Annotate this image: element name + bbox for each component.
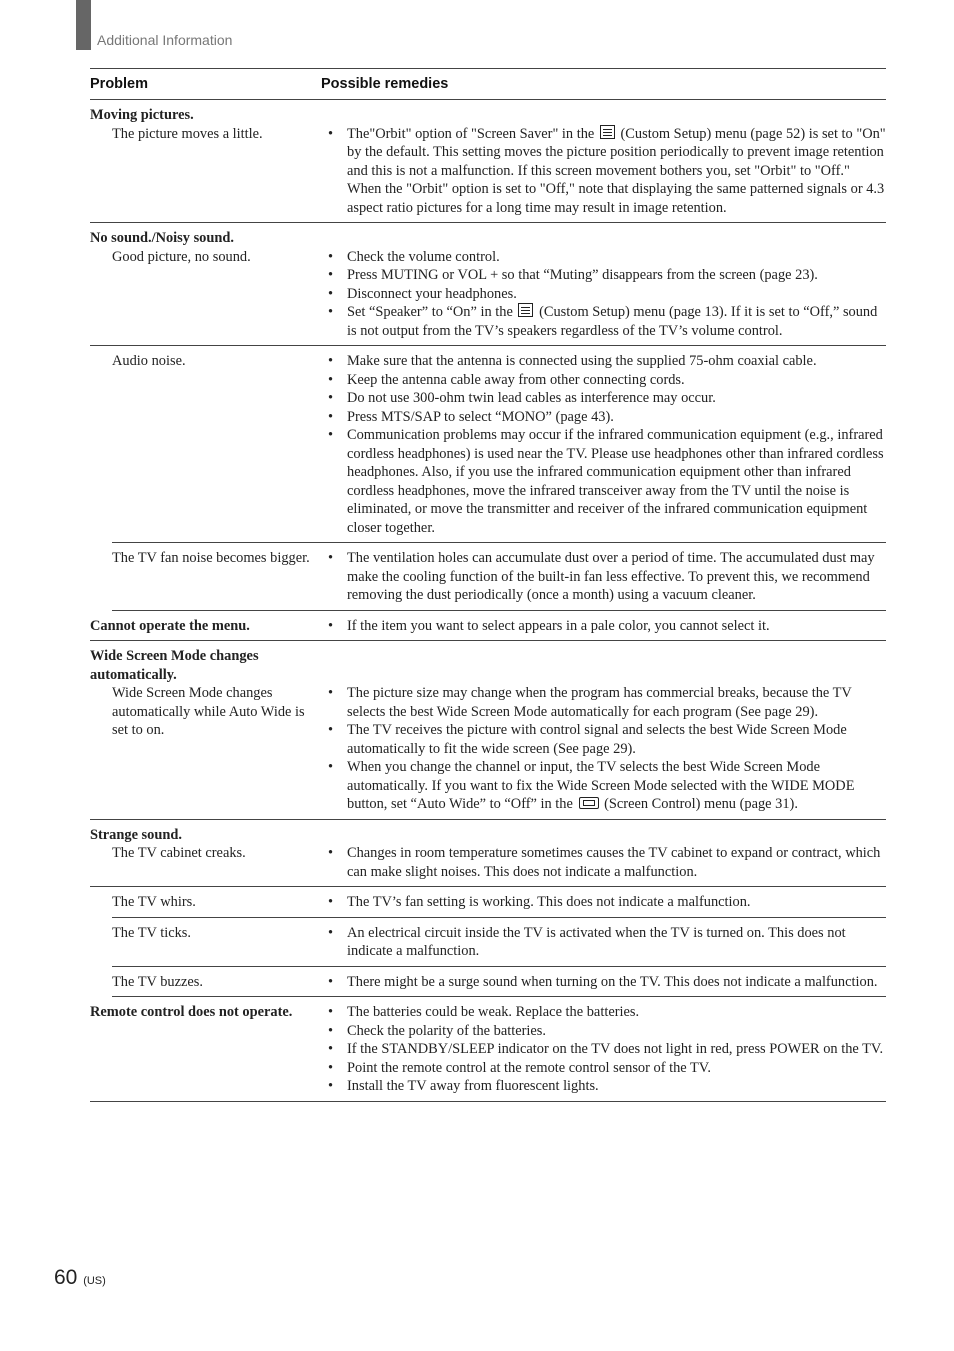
remedy-item: • Changes in room temperature sometimes causes the TV cabinet to expand or contract, which can make slight noises. This does not indicate a malfunction. <box>337 844 886 881</box>
table-row <box>112 918 886 967</box>
table-body <box>90 100 886 1102</box>
remedy-item: • If the item you want to select appears in a pale color, you cannot select it. <box>337 617 886 636</box>
remedy-item: • Point the remote control at the remote control sensor of the TV. <box>337 1059 886 1078</box>
page-number-value: 60 <box>54 1266 78 1289</box>
remedy-text: (Custom Setup) menu (page 13). If it is set to “Off,” sound is not output from the TV’s speakers regardless of the TV’s volume control. <box>347 304 878 339</box>
troubleshooting-table <box>90 68 886 1102</box>
remedies-cell <box>327 125 886 218</box>
problem-group-title: Wide Screen Mode changes automatically. <box>90 648 259 683</box>
remedies-cell <box>327 684 886 814</box>
remedy-item: • Communication problems may occur if the infrared communication equipment (e.g., infrared cordless headphones) is used near the TV. Please use headphones other than infrared cordless headphones. Also, if you use the infrared communication equipment other than infrared cordless headphones, move the infrared transceiver away from the TV until the noise is eliminated, or move the transmitter and receiver of the infrared communication equipment closer together. <box>337 426 886 537</box>
remedy-item: • Do not use 300-ohm twin lead cables as interference may occur. <box>337 389 886 408</box>
problem-group-title: No sound./Noisy sound. <box>90 230 234 246</box>
remedy-text: (Screen Control) menu (page 31). <box>604 796 798 812</box>
section-tab-marker <box>76 0 91 50</box>
remedy-text: When you change the channel or input, the TV selects the best Wide Screen Mode automatically. If you want to fix the Wide Screen Mode selected with the WIDE MODE button, set “Auto Wide” to “Off” in the <box>347 759 855 812</box>
remedies-cell <box>327 844 886 881</box>
page-number <box>54 1266 106 1290</box>
remedy-list <box>337 617 886 636</box>
remedy-item: • If the STANDBY/SLEEP indicator on the TV does not light in red, press POWER on the TV. <box>337 1040 886 1059</box>
remedies-cell <box>327 973 886 992</box>
column-header-remedies: Possible remedies <box>321 76 449 92</box>
problem-cell: The TV whirs. <box>112 894 196 910</box>
remedy-list <box>337 549 886 605</box>
table-row <box>90 684 886 820</box>
remedy-text: (Custom Setup) menu (page 52) is set to "On" by the default. This setting moves the picture position periodically to prevent image retention and this is not a malfunction. If this screen movement bothers you, set "Orbit" to "Off." When the "Orbit" option is set to "Off," note that displaying the same patterned signals or 4.3 aspect ratio pictures for a long time may result in image retention. <box>347 125 886 216</box>
remedies-cell <box>327 924 886 961</box>
remedy-item: • Make sure that the antenna is connected using the supplied 75-ohm coaxial cable. <box>337 352 886 371</box>
table-row <box>90 248 886 347</box>
remedy-item: • The batteries could be weak. Replace the batteries. <box>337 1003 886 1022</box>
remedy-list <box>337 352 886 537</box>
problem-group-title: Remote control does not operate. <box>90 1004 293 1020</box>
remedy-text: The"Orbit" option of "Screen Saver" in the <box>347 125 595 142</box>
problem-group-title: Moving pictures. <box>90 107 194 123</box>
section-header: Additional Information <box>97 32 233 48</box>
remedy-item: • The TV receives the picture with control signal and selects the best Wide Screen Mode automatically to fit the wide screen (See page 29). <box>337 721 886 758</box>
remedies-cell <box>327 352 886 537</box>
table-header <box>90 68 886 100</box>
remedy-item: • The picture size may change when the program has commercial breaks, because the TV selects the best Wide Screen Mode automatically for each program (See page 29). <box>337 684 886 721</box>
remedy-list <box>337 1003 886 1096</box>
remedy-list <box>337 125 886 218</box>
remedy-item: • Keep the antenna cable away from other connecting cords. <box>337 371 886 390</box>
remedy-item: • Install the TV away from fluorescent lights. <box>337 1077 886 1096</box>
remedy-item: • The TV’s fan setting is working. This does not indicate a malfunction. <box>337 893 886 912</box>
column-header-problem: Problem <box>90 76 149 92</box>
remedies-cell <box>327 1003 886 1096</box>
table-row <box>112 967 886 998</box>
page-region: (US) <box>83 1275 106 1287</box>
remedy-item: • The ventilation holes can accumulate dust over a period of time. The accumulated dust may make the cooling function of the built-in fan less effective. To prevent this, we recommend removing the dust periodically (once a month) using a vacuum cleaner. <box>337 549 886 605</box>
remedy-list <box>337 893 886 912</box>
remedies-cell <box>327 617 886 636</box>
remedy-item: • An electrical circuit inside the TV is activated when the TV is turned on. This does not indicate a malfunction. <box>337 924 886 961</box>
remedy-item: • Check the volume control. <box>337 248 886 267</box>
remedy-list <box>337 973 886 992</box>
problem-cell: The TV ticks. <box>112 924 192 941</box>
custom-setup-icon <box>600 125 615 139</box>
remedy-list <box>337 924 886 961</box>
remedy-item: • Press MUTING or VOL + so that “Muting” disappears from the screen (page 23). <box>337 266 886 285</box>
problem-group-title: Strange sound. <box>90 826 182 843</box>
table-row <box>112 346 886 543</box>
remedy-item: • There might be a surge sound when turning on the TV. This does not indicate a malfunction. <box>337 973 886 992</box>
problem-cell: Wide Screen Mode changes automatically while Auto Wide is set to on. <box>112 685 305 738</box>
table-row <box>112 543 886 611</box>
problem-cell: The TV buzzes. <box>112 973 203 990</box>
remedies-cell <box>327 893 886 912</box>
remedy-item: • Press MTS/SAP to select “MONO” (page 43). <box>337 408 886 427</box>
screen-control-icon <box>579 797 599 809</box>
problem-cell: The TV cabinet creaks. <box>112 845 246 861</box>
problem-cell: The picture moves a little. <box>112 125 263 142</box>
remedy-item: • Disconnect your headphones. <box>337 285 886 304</box>
table-row <box>90 611 886 642</box>
remedy-item <box>337 125 886 218</box>
problem-group-title: Cannot operate the menu. <box>90 617 250 634</box>
table-row <box>90 844 886 887</box>
remedy-text: Set “Speaker” to “On” in the <box>347 304 513 320</box>
remedy-item: • Check the polarity of the batteries. <box>337 1022 886 1041</box>
table-row <box>90 997 886 1102</box>
remedies-cell <box>327 248 886 341</box>
remedy-item <box>337 303 886 340</box>
remedy-list <box>337 684 886 814</box>
remedy-list <box>337 844 886 881</box>
remedies-cell <box>327 549 886 605</box>
remedy-list <box>337 248 886 341</box>
remedy-item <box>337 758 886 814</box>
problem-cell: Good picture, no sound. <box>112 248 251 265</box>
problem-cell: The TV fan noise becomes bigger. <box>112 550 310 566</box>
problem-cell: Audio noise. <box>112 353 186 369</box>
custom-setup-icon <box>518 303 533 317</box>
table-row <box>90 125 886 224</box>
table-row <box>112 887 886 918</box>
